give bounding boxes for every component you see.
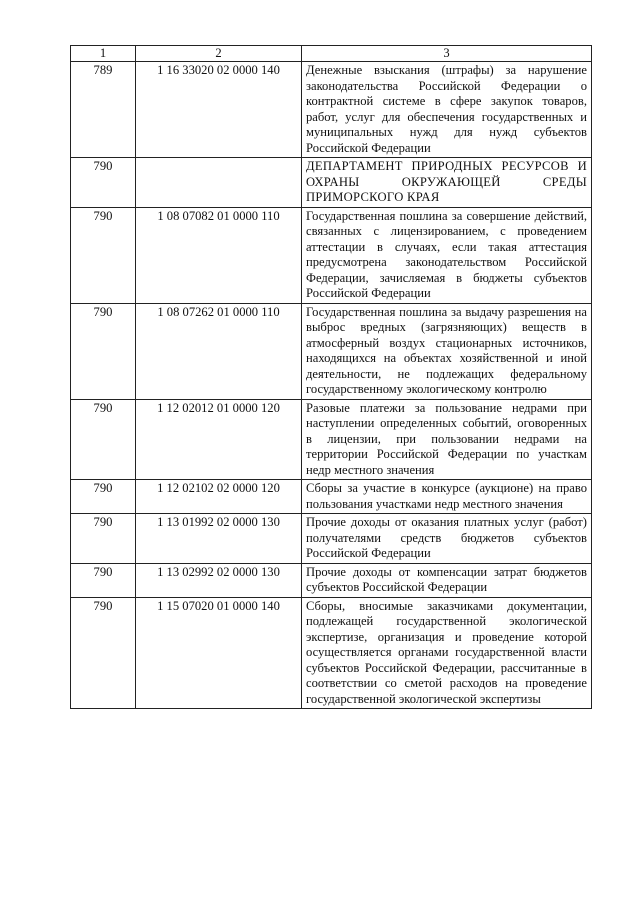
column-header-1: 1 (71, 46, 136, 62)
kbk-code-cell: 1 08 07262 01 0000 110 (136, 303, 302, 399)
description-cell: Сборы за участие в конкурсе (аукционе) на право пользования участками недр местного значения (302, 480, 592, 514)
description-cell: Денежные взыскания (штрафы) за нарушение законодательства Российской Федерации о контрактной системе в сфере закупок товаров, работ, услуг для обеспечения государственных и муниципальных нужд для нужд субъектов Российской Федерации (302, 62, 592, 158)
kbk-code-cell: 1 15 07020 01 0000 140 (136, 597, 302, 709)
admin-code-cell: 790 (71, 480, 136, 514)
admin-code-cell: 790 (71, 303, 136, 399)
kbk-code-cell: 1 16 33020 02 0000 140 (136, 62, 302, 158)
admin-code-cell: 790 (71, 399, 136, 480)
table-header (71, 46, 592, 62)
table-row (71, 563, 592, 597)
header-row (71, 46, 592, 62)
description-cell: Государственная пошлина за совершение действий, связанных с лицензированием, с проведением аттестации в случаях, если такая аттестация предусмотрена законодательством Российской Федерации, зачисляемая в бюджеты субъектов Российской Федерации (302, 207, 592, 303)
column-header-3: 3 (302, 46, 592, 62)
table-row (71, 207, 592, 303)
kbk-code-cell: 1 12 02102 02 0000 120 (136, 480, 302, 514)
description-cell: Прочие доходы от оказания платных услуг (работ) получателями средств бюджетов субъектов Российской Федерации (302, 514, 592, 564)
kbk-code-cell: 1 13 01992 02 0000 130 (136, 514, 302, 564)
department-name-cell: ДЕПАРТАМЕНТ ПРИРОДНЫХ РЕСУРСОВ И ОХРАНЫ ОКРУЖАЮЩЕЙ СРЕДЫ ПРИМОРСКОГО КРАЯ (302, 158, 592, 208)
description-cell: Сборы, вносимые заказчиками документации, подлежащей государственной экологической экспертизе, организация и проведение которой осуществляется органами государственной власти субъектов Российской Федерации, рассчитанные в соответствии со сметой расходов на проведение государственной экологической экспертизы (302, 597, 592, 709)
table-row (71, 399, 592, 480)
table-row (71, 597, 592, 709)
admin-code-cell: 790 (71, 514, 136, 564)
description-cell: Разовые платежи за пользование недрами при наступлении определенных событий, оговоренных в лицензии, при пользовании недрами на территории Российской Федерации по участкам недр местного значения (302, 399, 592, 480)
admin-code-cell: 790 (71, 158, 136, 208)
kbk-code-cell (136, 158, 302, 208)
table-row (71, 480, 592, 514)
table-row (71, 62, 592, 158)
admin-code-cell: 790 (71, 207, 136, 303)
revenue-codes-table (70, 45, 592, 709)
column-header-2: 2 (136, 46, 302, 62)
table-body (71, 62, 592, 709)
kbk-code-cell: 1 13 02992 02 0000 130 (136, 563, 302, 597)
admin-code-cell: 790 (71, 597, 136, 709)
description-cell: Прочие доходы от компенсации затрат бюджетов субъектов Российской Федерации (302, 563, 592, 597)
table-row (71, 303, 592, 399)
kbk-code-cell: 1 12 02012 01 0000 120 (136, 399, 302, 480)
kbk-code-cell: 1 08 07082 01 0000 110 (136, 207, 302, 303)
admin-code-cell: 790 (71, 563, 136, 597)
description-cell: Государственная пошлина за выдачу разрешения на выброс вредных (загрязняющих) веществ в атмосферный воздух стационарных источников, находящихся на объектах хозяйственной и иной деятельности, не подлежащих федеральному государственному экологическому контролю (302, 303, 592, 399)
table-row-department (71, 158, 592, 208)
table-row (71, 514, 592, 564)
admin-code-cell: 789 (71, 62, 136, 158)
